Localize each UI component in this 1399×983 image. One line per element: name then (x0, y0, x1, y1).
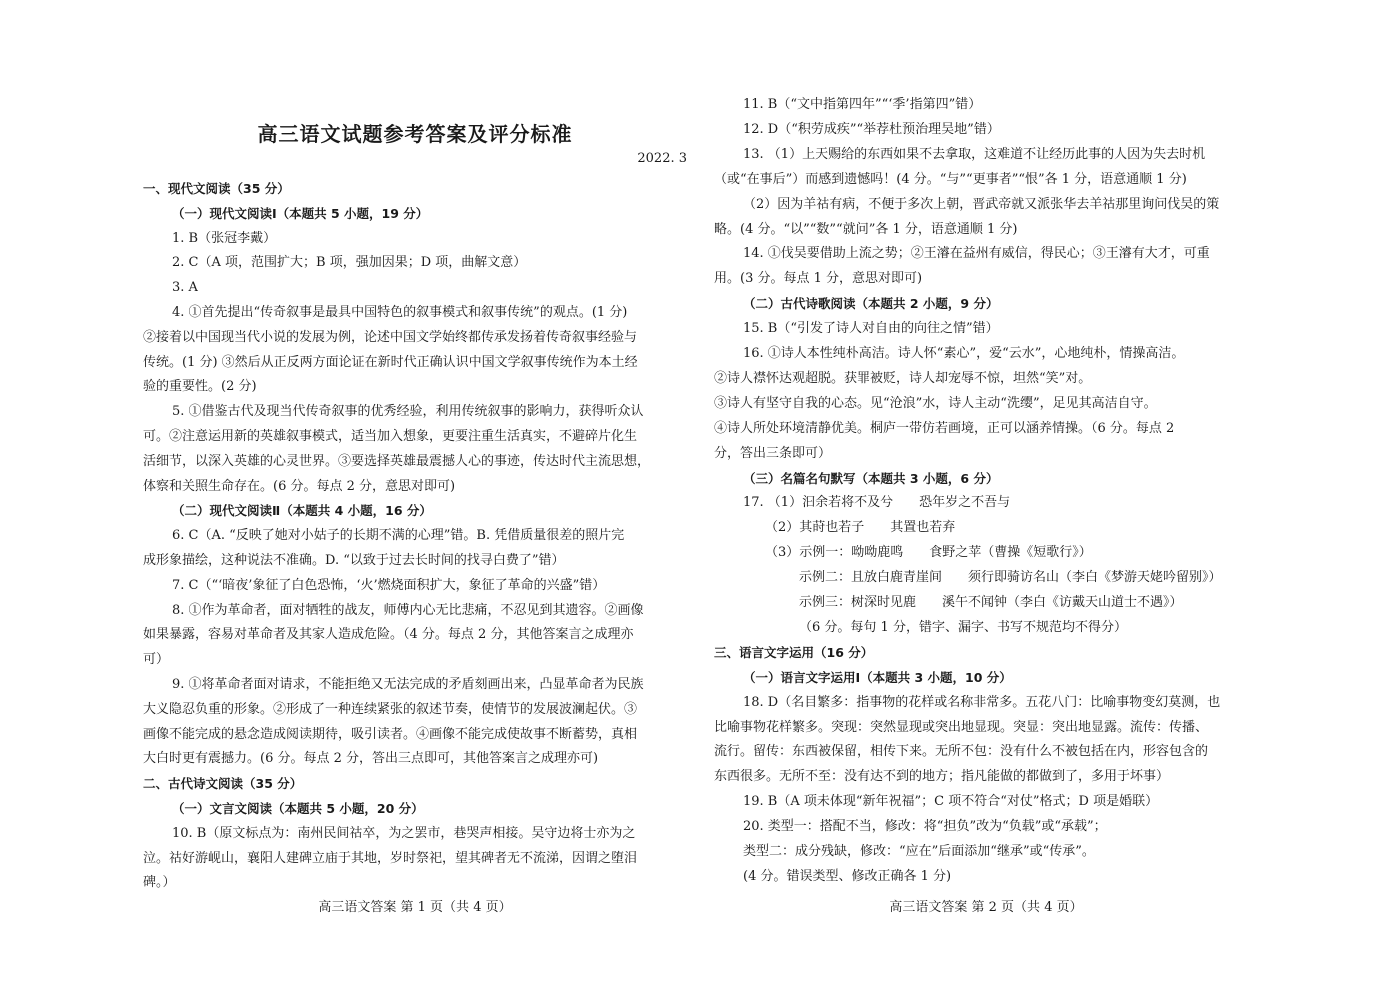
answer-line: 体察和关照生命存在。(6 分。每点 2 分，意思对即可) (143, 478, 456, 494)
answer-line: 7. C（“‘暗夜’象征了白色恐怖，‘火’燃烧面积扩大，象征了革命的兴盛”错） (172, 577, 606, 593)
left-page (143, 0, 687, 983)
answer-line: 大白时更有震撼力。(6 分。每点 2 分，答出三点即可，其他答案言之成理亦可) (143, 751, 599, 767)
answer-line: 16. ①诗人本性纯朴高洁。诗人怀“素心”，爱“云水”，心地纯朴，情操高洁。 (743, 346, 1185, 361)
answer-line: 示例二：且放白鹿青崖间 须行即骑访名山（李白《梦游天姥吟留别》） (799, 570, 1222, 586)
answer-line: （3）示例一：呦呦鹿鸣 食野之苹（曹操《短歌行》） (765, 545, 1092, 561)
answer-line: （2）因为羊祜有病，不便于多次上朝，晋武帝就又派张华去羊祜那里询问伐吴的策 (743, 196, 1220, 212)
answer-line: 10. B（原文标点为：南州民间祜卒，为之罢市，巷哭声相接。吴守边将士亦为之 (172, 825, 636, 841)
section-heading: （二）古代诗歌阅读（本题共 2 小题，9 分） (743, 296, 999, 312)
answer-line: ③诗人有坚守自我的心态。见“沧浪”水，诗人主动“洗缨”，足见其高洁自守。 (714, 395, 1157, 411)
answer-line: 可） (143, 652, 170, 668)
section-heading: 二、古代诗文阅读（35 分） (143, 776, 303, 792)
answer-line: (4 分。错误类型、修改正确各 1 分) (743, 868, 952, 884)
answer-line: 12. D（“积劳成疾”“举荐杜预治理吴地”错） (743, 121, 1000, 137)
answer-line: （或“在事后”）而感到遗憾吗！(4 分。“与”“更事者”“恨”各 1 分，语意通顺 1 分) (714, 171, 1187, 187)
section-heading: （三）名篇名句默写（本题共 3 小题，6 分） (743, 470, 999, 486)
answer-line: 大义隐忍负重的形象。②形成了一种连续紧张的叙述节奏，使情节的发展波澜起伏。③ (143, 701, 638, 717)
answer-line: 如果暴露，容易对革命者及其家人造成危险。（4 分。每点 2 分，其他答案言之成理亦 (143, 627, 634, 643)
answer-line: 可。②注意运用新的英雄叙事模式，适当加入想象，更要注重生活真实，不避碎片化生 (143, 429, 638, 444)
answer-line: 泣。祜好游岘山，襄阳人建碑立庙于其地，岁时祭祀，望其碑者无不流涕，因谓之堕泪 (143, 850, 638, 866)
section-heading: 一、现代文阅读（35 分） (143, 181, 290, 196)
answer-line: 传统。(1 分) ③然后从正反两方面论证在新时代正确认识中国文学叙事传统作为本土经 (143, 354, 638, 370)
right-page (714, 0, 1258, 983)
answer-line: 3. A (172, 280, 198, 296)
answer-line: 20. 类型一：搭配不当，修改：将“担负”改为“负载”或“承载”； (743, 819, 1107, 835)
answer-line: 东西很多。无所不至：没有达不到的地方；指凡能做的都做到了，多用于坏事） (714, 769, 1170, 785)
answer-line: ②诗人襟怀达观超脱。获罪被贬，诗人却宠辱不惊，坦然“笑”对。 (714, 370, 1092, 386)
answer-line: 11. B（“文中指第四年”“‘季’指第四”错） (743, 97, 982, 112)
answer-line: （6 分。每句 1 分，错字、漏字、书写不规范均不得分） (799, 619, 1127, 635)
answer-line: 类型二：成分残缺，修改：“应在”后面添加“继承”或“传承”。 (743, 844, 1095, 859)
answer-line: 1. B（张冠李戴） (172, 230, 277, 246)
answer-line: 碑。） (143, 875, 176, 891)
answer-line: 4. ①首先提出“传奇叙事是最具中国特色的叙事模式和叙事传统”的观点。(1 分) (172, 305, 628, 320)
answer-line: 2. C（A 项，范围扩大；B 项，强加因果；D 项，曲解文意） (172, 255, 527, 271)
answer-line: 5. ①借鉴古代及现当代传奇叙事的优秀经验，利用传统叙事的影响力，获得听众认 (172, 404, 644, 420)
left-page-footer: 高三语文答案 第 1 页（共 4 页） (318, 900, 512, 915)
answer-line: 流行。留传：东西被保留，相传下来。无所不包：没有什么不被包括在内，形容包含的 (714, 744, 1209, 760)
exam-date: 2022. 3 (637, 151, 687, 166)
section-heading: 三、语言文字运用（16 分） (714, 644, 874, 660)
right-page-footer: 高三语文答案 第 2 页（共 4 页） (889, 900, 1083, 915)
answer-line: 19. B（A 项未体现“新年祝福”；C 项不符合“对仗”格式；D 项是婚联） (743, 794, 1159, 810)
answer-line: 8. ①作为革命者，面对牺牲的战友，师傅内心无比悲痛，不忍见到其遗容。②画像 (172, 602, 644, 618)
section-heading: （一）文言文阅读（本题共 5 小题，20 分） (172, 801, 424, 816)
answer-line: ②接着以中国现当代小说的发展为例，论述中国文学始终都传承发扬着传奇叙事经验与 (143, 329, 638, 345)
page-title: 高三语文试题参考答案及评分标准 (257, 122, 573, 146)
section-heading: （二）现代文阅读Ⅱ（本题共 4 小题，16 分） (172, 503, 432, 519)
answer-line: 18. D（名目繁多：指事物的花样或名称非常多。五花八门：比喻事物变幻莫测，也 (743, 694, 1221, 710)
answer-line: 画像不能完成的悬念造成阅读期待，吸引读者。④画像不能完成使故事不断蓄势，真相 (143, 726, 638, 742)
section-heading: （一）语言文字运用Ⅰ（本题共 3 小题，10 分） (743, 669, 1012, 685)
answer-line: （2）其莳也若子 其置也若弃 (765, 520, 956, 536)
answer-line: 14. ①伐吴要借助上流之势；②王濬在益州有威信，得民心；③王濬有大才，可重 (743, 246, 1210, 262)
answer-line: 成形象描绘，这种说法不准确。D. “以致于过去长时间的找寻白费了”错） (143, 553, 565, 568)
answer-line: 17. （1）汩余若将不及兮 恐年岁之不吾与 (743, 495, 1011, 511)
answer-line: 分，答出三条即可） (714, 445, 832, 461)
answer-line: 示例三：树深时见鹿 溪午不闻钟（李白《访戴天山道士不遇》） (799, 595, 1183, 610)
answer-line: ④诗人所处环境清静优美。桐庐一带仿若画境，正可以涵养情操。（6 分。每点 2 (714, 420, 1175, 436)
section-heading: （一）现代文阅读Ⅰ（本题共 5 小题，19 分） (172, 205, 429, 221)
answer-line: 9. ①将革命者面对请求，不能拒绝又无法完成的矛盾刻画出来，凸显革命者为民族 (172, 677, 644, 692)
answer-line: 15. B（“引发了诗人对自由的向往之情”错） (743, 321, 999, 337)
answer-line: 13. （1）上天赐给的东西如果不去拿取，这难道不让经历此事的人因为失去时机 (743, 146, 1206, 162)
answer-line: 验的重要性。(2 分) (143, 379, 257, 395)
answer-line: 用。(3 分。每点 1 分，意思对即可) (714, 271, 923, 287)
answer-line: 6. C（A. “反映了她对小姑子的长期不满的心理”错。B. 凭借质量很差的照片完 (172, 528, 625, 544)
answer-line: 活细节，以深入英雄的心灵世界。③要选择英雄最震撼人心的事迹，传达时代主流思想， (143, 453, 651, 469)
answer-line: 略。(4 分。“以”“数”“就问”各 1 分，语意通顺 1 分) (714, 221, 1018, 237)
answer-line: 比喻事物花样繁多。突现：突然显现或突出地显现。突显：突出地显露。流传：传播、 (714, 719, 1209, 735)
